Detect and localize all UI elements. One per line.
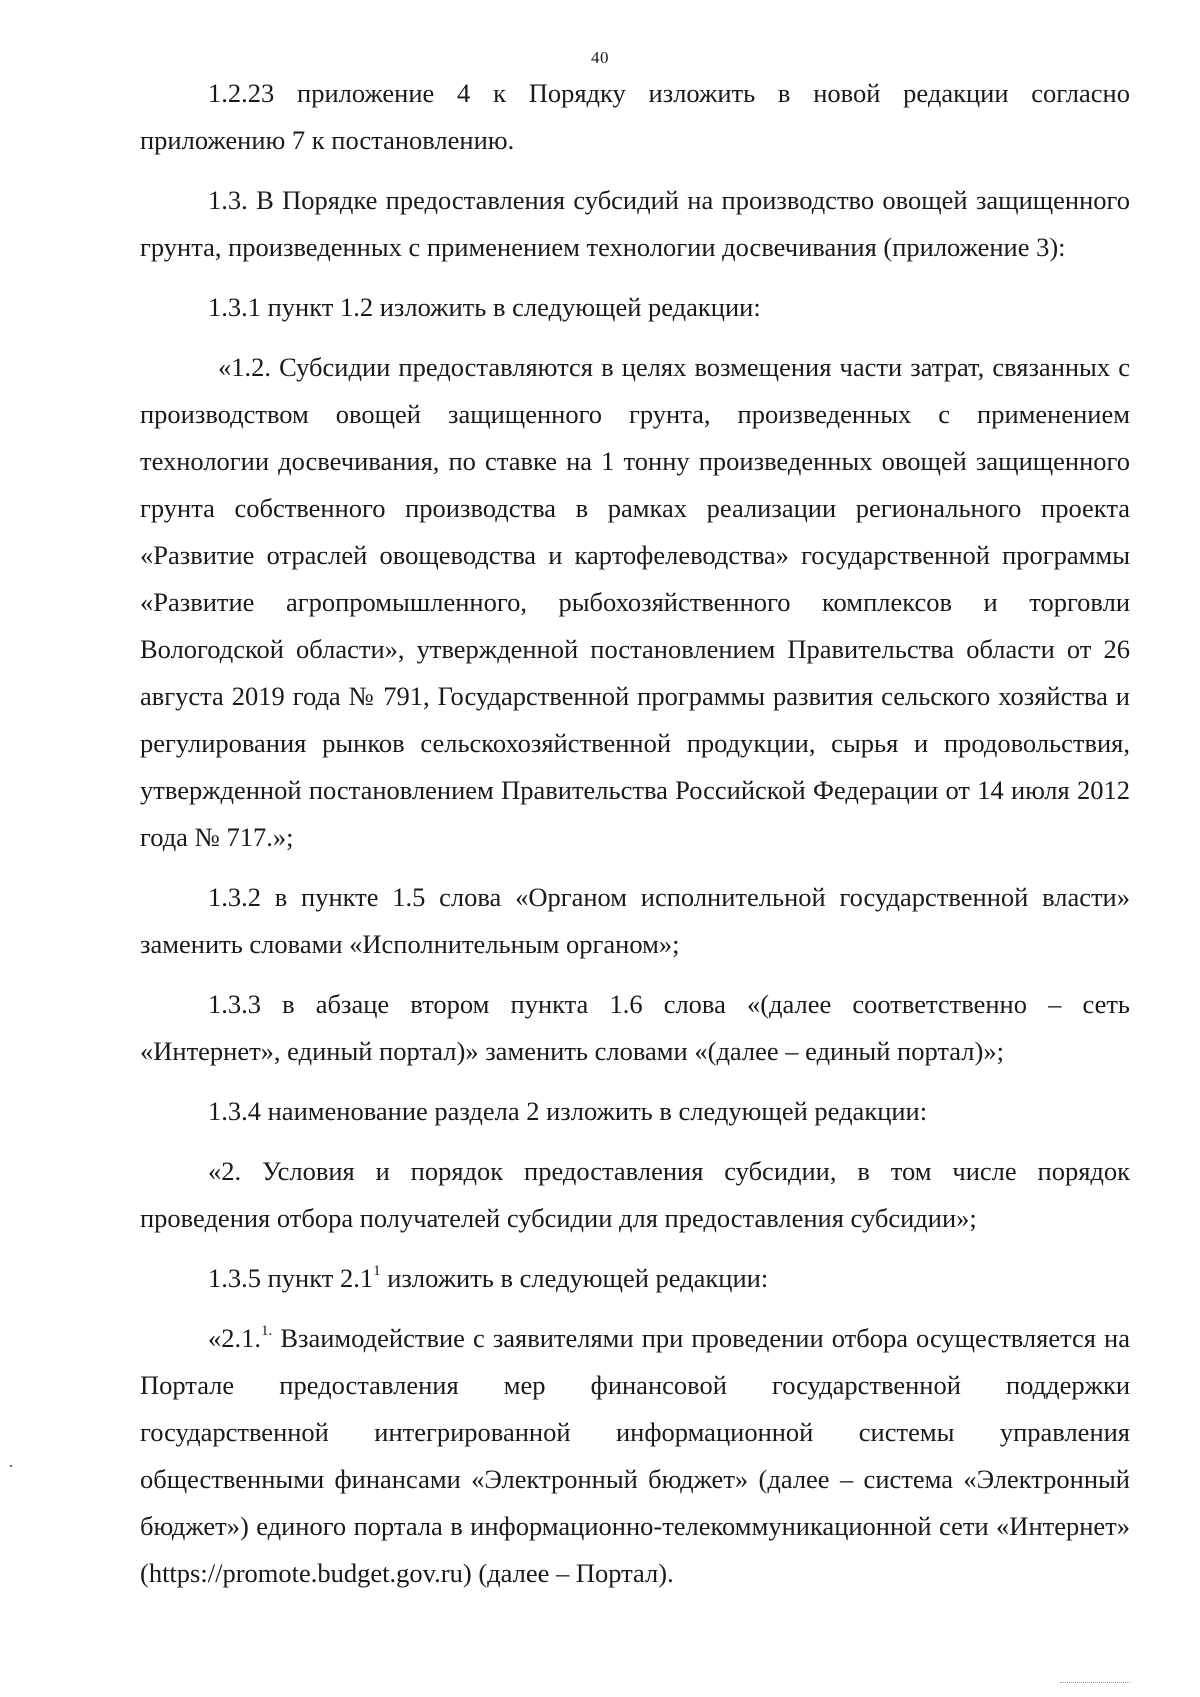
paragraph-quote-2-1 <box>140 1315 1130 1597</box>
paragraph-1-3: 1.3. В Порядке предоставления субсидий на производство овощей защищенного грунта, произведенных с применением технологии досвечивания (приложение 3): <box>140 185 1130 262</box>
paragraph-1-3-2: 1.3.2 в пункте 1.5 слова «Органом исполнительной государственной власти» заменить словами «Исполнительным органом»; <box>140 882 1130 959</box>
scan-artifact <box>10 1465 12 1467</box>
document-body <box>140 70 1130 1597</box>
page-number: 40 <box>591 48 609 67</box>
paragraph-1-3-4: 1.3.4 наименование раздела 2 изложить в следующей редакции: <box>208 1096 928 1126</box>
paragraph-1-3-5-lead: 1.3.5 пункт 2.1 <box>208 1263 374 1293</box>
paragraph-1-3-5 <box>140 1255 1130 1302</box>
paragraph-quote-1-2: «1.2. Субсидии предоставляются в целях возмещения части затрат, связанных с производством овощей защищенного грунта, произведенных с применением технологии досвечивания, по ставке на 1 тонну произведенных овощей защищенного грунта собственного производства в рамках реализации регионального проекта «Развитие отраслей овощеводства и картофелеводства» государственной программы «Развитие агропромышленного, рыбохозяйственного комплексов и торговли Вологодской области», утвержденной постановлением Правительства области от 26 августа 2019 года № 791, Государственной программы развития сельского хозяйства и регулирования рынков сельскохозяйственной продукции, сырья и продовольствия, утвержденной постановлением Правительства Российской Федерации от 14 июля 2012 года № 717.»; <box>140 352 1130 852</box>
paragraph-1-2-23: 1.2.23 приложение 4 к Порядку изложить в новой редакции согласно приложению 7 к постановлению. <box>140 78 1130 155</box>
paragraph-quote-2: «2. Условия и порядок предоставления субсидии, в том числе порядок проведения отбора получателей субсидии для предоставления субсидии»; <box>140 1156 1130 1233</box>
paragraph-quote-2-1-lead: «2.1. <box>208 1323 261 1353</box>
superscript-mark: 1. <box>261 1323 273 1340</box>
scan-artifact <box>1060 1682 1130 1689</box>
paragraph-1-3-5-rest: изложить в следующей редакции: <box>380 1263 769 1293</box>
paragraph-1-3-3: 1.3.3 в абзаце втором пункта 1.6 слова «(далее соответственно – сеть «Интернет», единый портал)» заменить словами «(далее – единый портал)»; <box>140 989 1130 1066</box>
superscript-mark: 1 <box>373 1263 381 1280</box>
paragraph-1-3-1: 1.3.1 пункт 1.2 изложить в следующей редакции: <box>208 292 761 322</box>
paragraph-quote-2-1-rest: Взаимодействие с заявителями при проведении отбора осуществляется на Портале предоставления мер финансовой государственной поддержки государственной интегрированной информационной системы управления общественными финансами «Электронный бюджет» (далее – система «Электронный бюджет») единого портала в информационно-телекоммуникационной сети «Интернет» (https://promote.budget.gov.ru) (далее – Портал). <box>140 1323 1130 1588</box>
